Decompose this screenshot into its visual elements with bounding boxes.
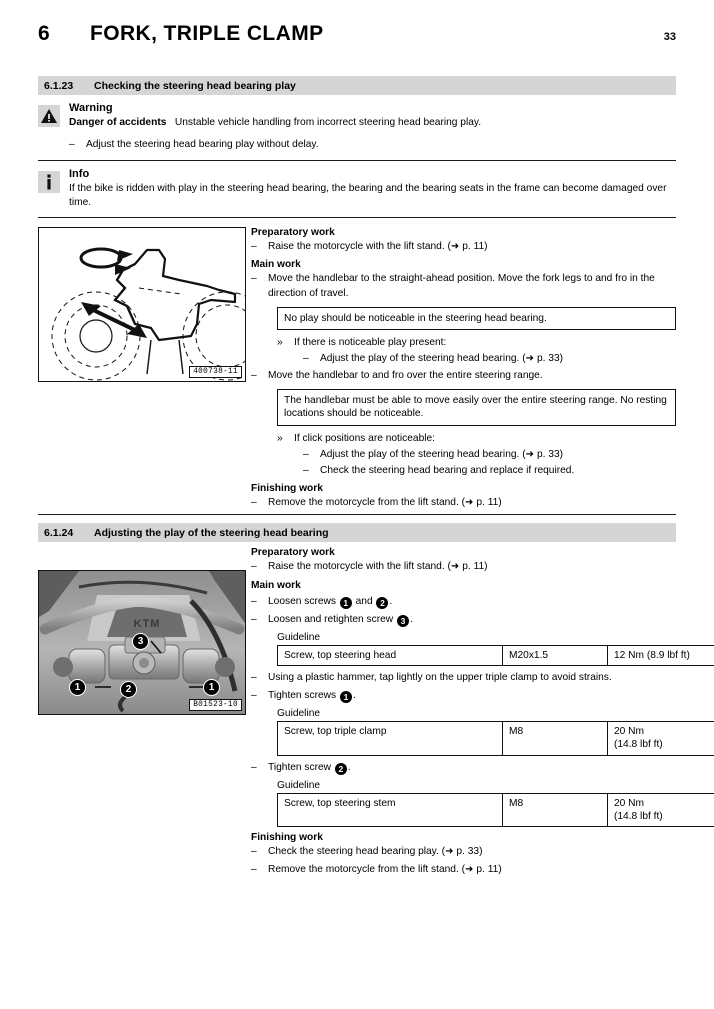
table-row <box>278 793 714 827</box>
spec-torque-line-2: (14.8 lbf ft) <box>614 810 663 822</box>
sub-bullet-marker: » <box>277 337 283 349</box>
preparatory-work-heading: Preparatory work <box>251 227 335 239</box>
spec-thread: M8 <box>503 793 608 827</box>
procedure-block-6-1-24 <box>38 547 690 877</box>
main-work-heading: Main work <box>251 259 301 271</box>
dash-marker: – <box>251 369 257 381</box>
spec-thread: M8 <box>503 722 608 756</box>
note-box-1: No play should be noticeable in the steering head bearing. <box>277 307 676 331</box>
section-number: 6.1.23 <box>44 79 74 92</box>
list-item <box>251 863 714 877</box>
list-item <box>277 336 676 350</box>
callout-1-icon: 1 <box>340 597 352 609</box>
dash-marker: – <box>251 241 257 253</box>
dash-marker: – <box>303 449 309 461</box>
list-item <box>303 464 676 478</box>
condition-2-action-1: Adjust the play of the steering head bearing. (➜ p. 33) <box>320 449 563 461</box>
list-item <box>303 352 676 366</box>
list-item <box>251 613 714 627</box>
spec-torque: 12 Nm (8.9 lbf ft) <box>608 645 714 665</box>
dash-marker: – <box>251 690 257 702</box>
page-header <box>38 0 676 66</box>
step-5-text-post: . <box>347 761 351 773</box>
finishing-work-item-1: Check the steering head bearing play. (➜ p. 33) <box>268 846 483 858</box>
photo-callout-2: 2 <box>120 681 137 698</box>
dash-marker: – <box>251 761 257 773</box>
main-step-2 <box>268 613 714 627</box>
section-title: Checking the steering head bearing play <box>94 79 296 92</box>
list-item <box>277 432 676 446</box>
list-item <box>251 689 714 703</box>
step-4-text-pre: Tighten screws <box>268 690 337 702</box>
warning-triangle-icon <box>38 105 60 127</box>
callout-3-icon: 3 <box>397 615 409 627</box>
condition-2-action-2: Check the steering head bearing and replace if required. <box>320 465 575 477</box>
page-number: 33 <box>663 31 676 43</box>
table-row <box>278 645 714 665</box>
spec-name: Screw, top steering stem <box>278 793 503 827</box>
warning-bullet-text: Adjust the steering head bearing play without delay. <box>86 138 319 150</box>
dash-marker: – <box>303 465 309 477</box>
guideline-label-1: Guideline <box>277 631 321 643</box>
preparatory-work-heading: Preparatory work <box>251 547 335 559</box>
step-1-text-post: . <box>389 595 393 607</box>
spec-name: Screw, top triple clamp <box>278 722 503 756</box>
dash-marker: – <box>251 846 257 858</box>
dash-marker: – <box>303 353 309 365</box>
finishing-work-heading: Finishing work <box>251 832 323 844</box>
figure-column <box>38 547 246 877</box>
dash-marker: – <box>69 138 75 150</box>
spec-table-2 <box>277 721 714 756</box>
linedrawing-svg <box>39 228 245 381</box>
main-work-item-2: Move the handlebar to and fro over the entire steering range. <box>268 369 543 381</box>
info-text: If the bike is ridden with play in the steering head bearing, the bearing and the bearing seats in the frame can become damaged over time. <box>69 182 667 208</box>
main-step-1 <box>268 595 714 609</box>
list-item <box>251 240 676 254</box>
sub-bullet-marker: » <box>277 433 283 445</box>
guideline-label-3: Guideline <box>277 779 321 791</box>
callout-2-icon: 2 <box>376 597 388 609</box>
dash-marker: – <box>251 497 257 509</box>
callout-1-icon: 1 <box>340 691 352 703</box>
warning-admonition <box>38 95 676 161</box>
photo-callout-1-left: 1 <box>69 679 86 696</box>
section-number: 6.1.24 <box>44 526 74 539</box>
condition-1: If there is noticeable play present: <box>294 337 447 349</box>
warning-bullet-list <box>69 138 676 152</box>
info-title: Info <box>69 167 90 180</box>
callout-2-icon: 2 <box>335 763 347 775</box>
chapter-number: 6 <box>38 22 50 45</box>
preparatory-work-item: Raise the motorcycle with the lift stand. (➜ p. 11) <box>268 561 488 573</box>
list-item <box>251 595 714 609</box>
list-item <box>69 138 676 152</box>
warning-body <box>69 102 676 152</box>
list-item <box>251 671 714 685</box>
list-item <box>251 496 676 510</box>
spec-thread: M20x1.5 <box>503 645 608 665</box>
warning-text <box>69 116 676 130</box>
finishing-work-heading: Finishing work <box>251 483 323 495</box>
step-1-text-pre: Loosen screws <box>268 595 336 607</box>
procedure-block-6-1-23 <box>38 227 676 510</box>
list-item <box>251 761 714 775</box>
spec-torque <box>608 722 714 756</box>
photo-callout-3: 3 <box>132 633 149 650</box>
list-item <box>251 560 714 574</box>
warning-detail: Unstable vehicle handling from incorrect steering head bearing play. <box>174 117 482 128</box>
dash-marker: – <box>251 595 257 607</box>
page-title: FORK, TRIPLE CLAMP <box>90 22 324 45</box>
spec-table-3 <box>277 793 714 828</box>
dash-marker: – <box>251 671 257 683</box>
info-i-icon <box>38 171 60 193</box>
step-2-text-pre: Loosen and retighten screw <box>268 613 394 625</box>
condition-1-action: Adjust the play of the steering head bearing. (➜ p. 33) <box>320 353 563 365</box>
step-1-text-mid: and <box>355 595 373 607</box>
section-heading-6-1-24 <box>38 523 676 542</box>
dash-marker: – <box>251 273 257 285</box>
spec-table-1 <box>277 645 714 666</box>
figure-column <box>38 227 246 510</box>
section-title: Adjusting the play of the steering head bearing <box>94 526 329 539</box>
dash-marker: – <box>251 864 257 876</box>
procedure-column <box>246 227 676 510</box>
step-2-text-post: . <box>410 613 413 625</box>
list-item <box>251 272 676 300</box>
warning-lead: Danger of accidents <box>69 117 167 128</box>
list-item <box>251 369 676 383</box>
list-item <box>303 448 676 462</box>
dash-marker: – <box>251 613 257 625</box>
svg-text:KTM: KTM <box>133 618 161 631</box>
step-5-text-pre: Tighten screw <box>268 761 332 773</box>
photo-callout-1-right: 1 <box>203 679 220 696</box>
section-heading-6-1-23 <box>38 76 676 95</box>
list-item <box>251 845 714 859</box>
dash-marker: – <box>251 561 257 573</box>
figure-caption: B01523-10 <box>189 699 242 711</box>
figure-caption: 400738-11 <box>189 366 242 378</box>
table-row <box>278 722 714 756</box>
procedure-column <box>246 547 714 877</box>
main-work-item-1: Move the handlebar to the straight-ahead position. Move the fork legs to and fro in the direction of travel. <box>268 273 655 299</box>
finishing-work-item-2: Remove the motorcycle from the lift stand. (➜ p. 11) <box>268 864 502 876</box>
main-step-5 <box>268 761 714 775</box>
figure-motorcycle-linedrawing <box>38 227 246 382</box>
main-step-4 <box>268 689 714 703</box>
warning-title: Warning <box>69 102 113 114</box>
spec-torque-line-1: 20 Nm <box>614 726 645 738</box>
preparatory-work-item: Raise the motorcycle with the lift stand. (➜ p. 11) <box>268 241 488 253</box>
info-admonition <box>38 161 676 219</box>
info-body <box>69 168 676 210</box>
section-divider <box>38 514 676 515</box>
spec-name: Screw, top steering head <box>278 645 503 665</box>
spec-torque-line-2: (14.8 lbf ft) <box>614 739 663 751</box>
figure-triple-clamp-photo <box>38 570 246 715</box>
spec-torque-line-1: 20 Nm <box>614 797 645 809</box>
spec-torque <box>608 793 714 827</box>
finishing-work-item: Remove the motorcycle from the lift stand. (➜ p. 11) <box>268 497 502 509</box>
main-work-heading: Main work <box>251 579 301 591</box>
step-4-text-post: . <box>352 690 356 702</box>
guideline-label-2: Guideline <box>277 708 321 720</box>
main-step-3: Using a plastic hammer, tap lightly on the upper triple clamp to avoid strains. <box>268 671 612 683</box>
condition-2: If click positions are noticeable: <box>294 433 435 445</box>
note-box-2: The handlebar must be able to move easily over the entire steering range. No resting locations should be noticeable. <box>277 389 676 427</box>
